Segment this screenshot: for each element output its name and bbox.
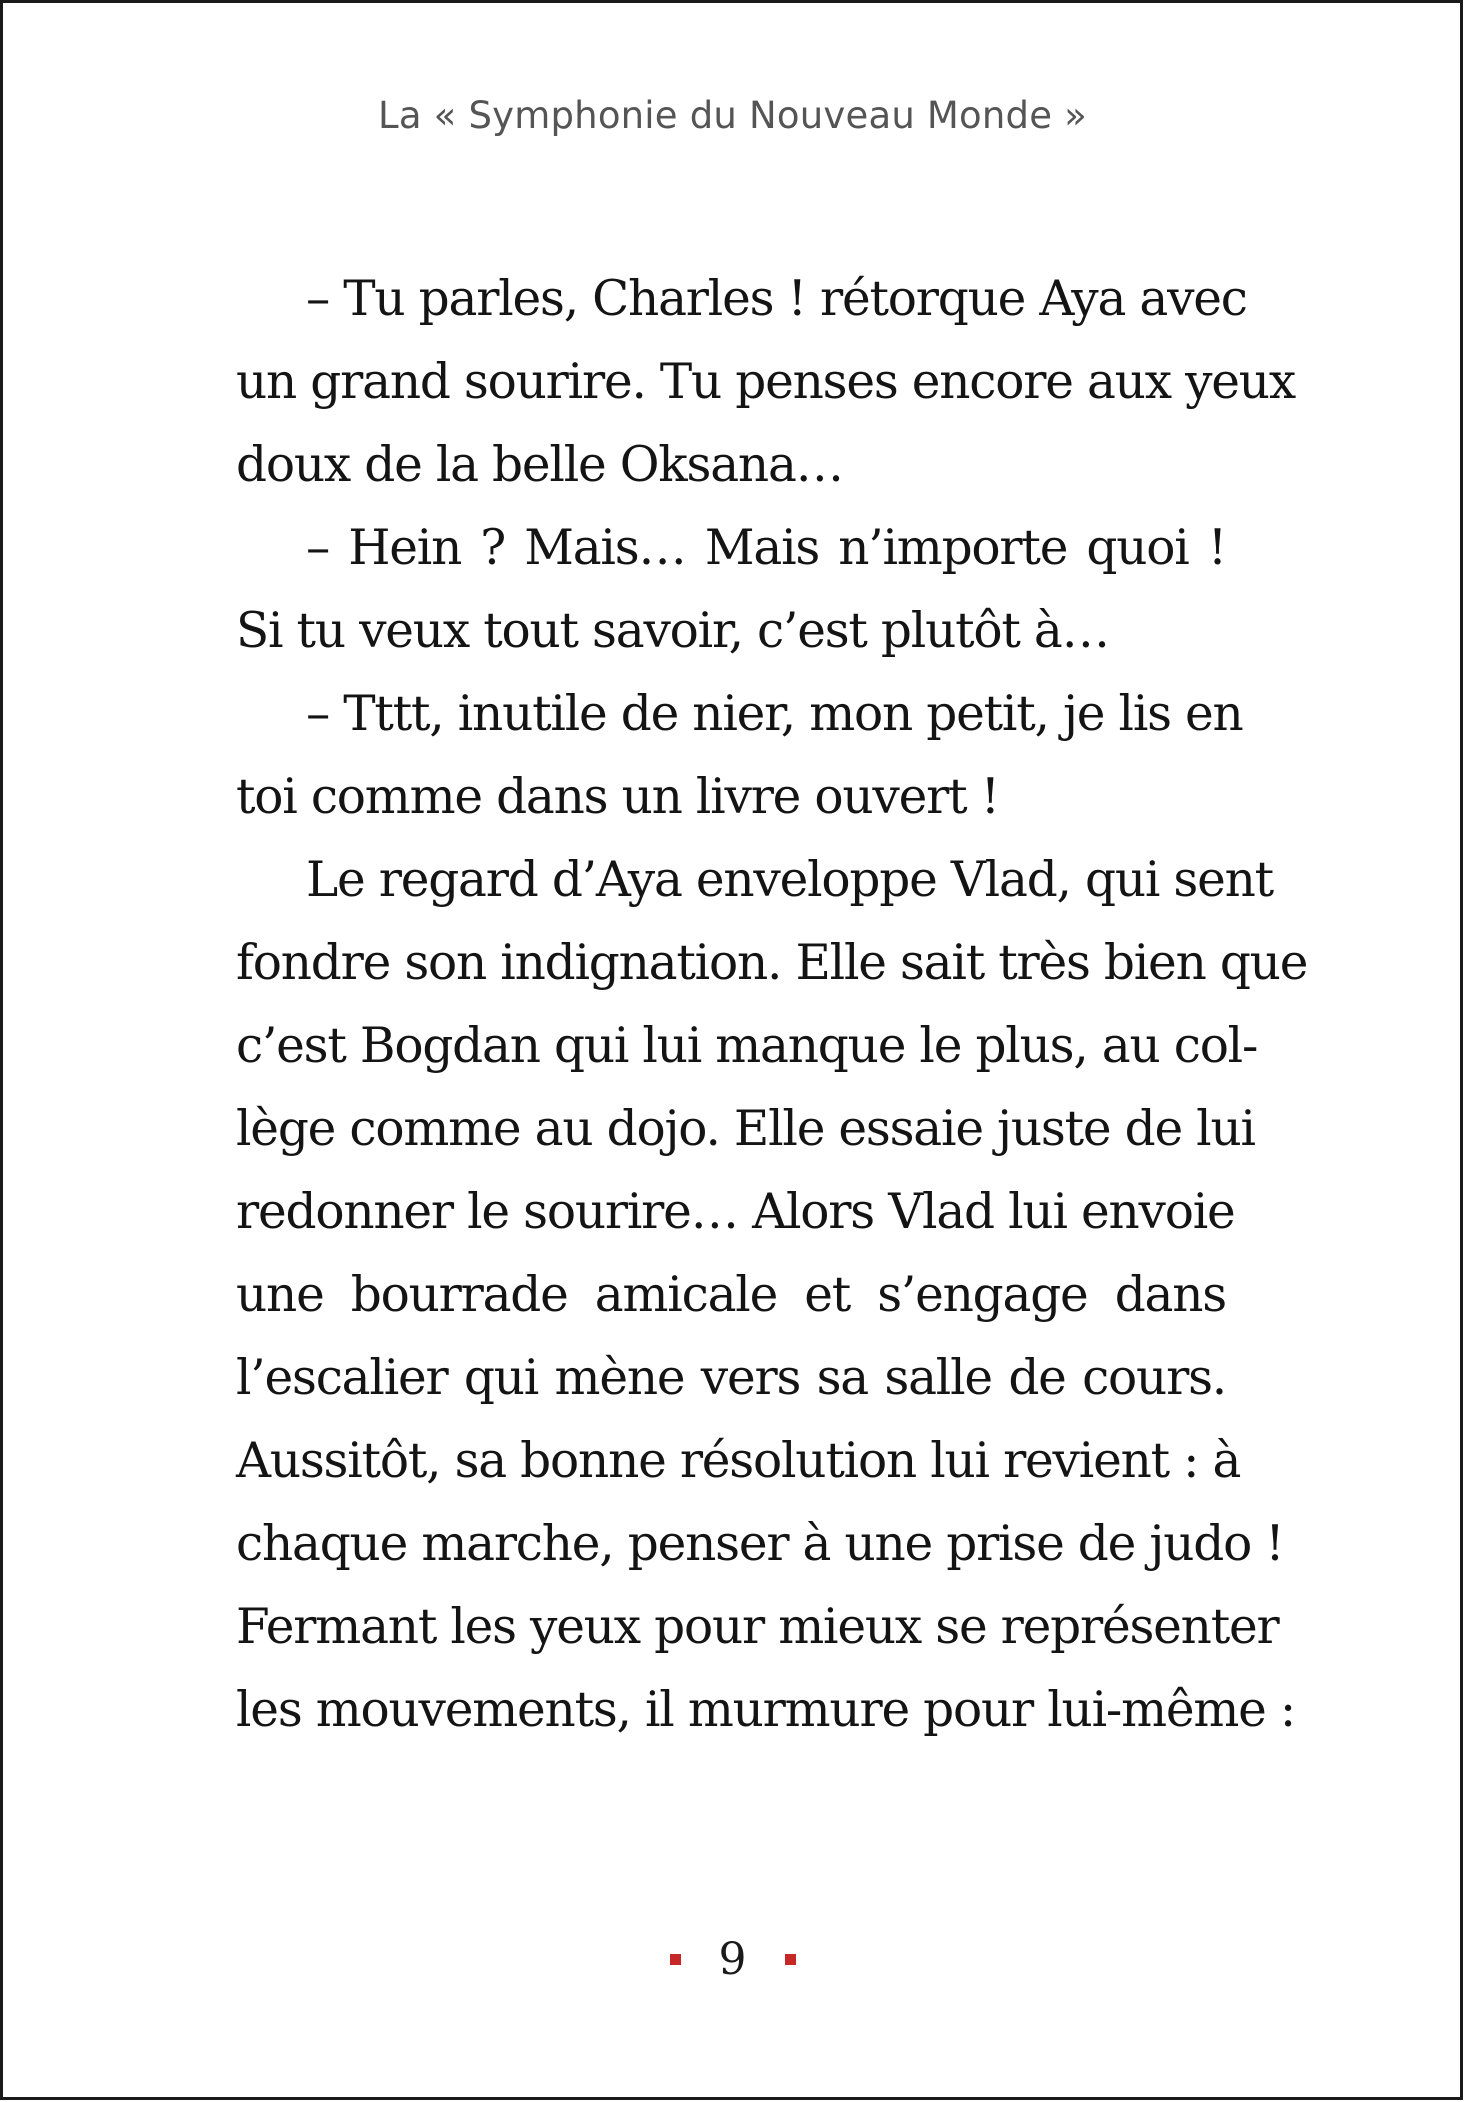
text-line: toi comme dans un livre ouvert !: [236, 769, 999, 825]
text-line: Aussitôt, sa bonne résolution lui revient : à: [236, 1433, 1241, 1489]
text-line: Le regard d’Aya enveloppe Vlad, qui sent: [306, 852, 1273, 908]
text-line: les mouvements, il murmure pour lui-même :: [236, 1682, 1296, 1738]
text-line: l’escalier qui mène vers sa salle de cours.: [236, 1350, 1226, 1406]
text-line: – Tttt, inutile de nier, mon petit, je lis en: [306, 686, 1243, 742]
text-line: c’est Bogdan qui lui manque le plus, au col-: [236, 1018, 1258, 1074]
page-number: 9: [718, 1934, 747, 1985]
text-line: une bourrade amicale et s’engage dans: [236, 1267, 1226, 1323]
ornament-square-icon: [785, 1954, 796, 1965]
text-line: redonner le sourire… Alors Vlad lui envoie: [236, 1184, 1235, 1240]
text-line: Si tu veux tout savoir, c’est plutôt à…: [236, 603, 1109, 659]
page-footer: [0, 1934, 1465, 1985]
text-line: – Hein ? Mais… Mais n’importe quoi !: [306, 520, 1226, 576]
text-line: – Tu parles, Charles ! rétorque Aya avec: [306, 271, 1247, 327]
ornament-square-icon: [670, 1954, 681, 1965]
text-line: un grand sourire. Tu penses encore aux yeux: [236, 354, 1295, 410]
running-header: La « Symphonie du Nouveau Monde »: [378, 94, 1087, 137]
text-line: lège comme au dojo. Elle essaie juste de lui: [236, 1101, 1255, 1157]
text-line: chaque marche, penser à une prise de judo !: [236, 1516, 1284, 1572]
text-line: Fermant les yeux pour mieux se représenter: [236, 1599, 1279, 1655]
text-line: doux de la belle Oksana…: [236, 437, 843, 493]
text-line: fondre son indignation. Elle sait très bien que: [236, 935, 1308, 991]
body-text: [236, 258, 1308, 1752]
